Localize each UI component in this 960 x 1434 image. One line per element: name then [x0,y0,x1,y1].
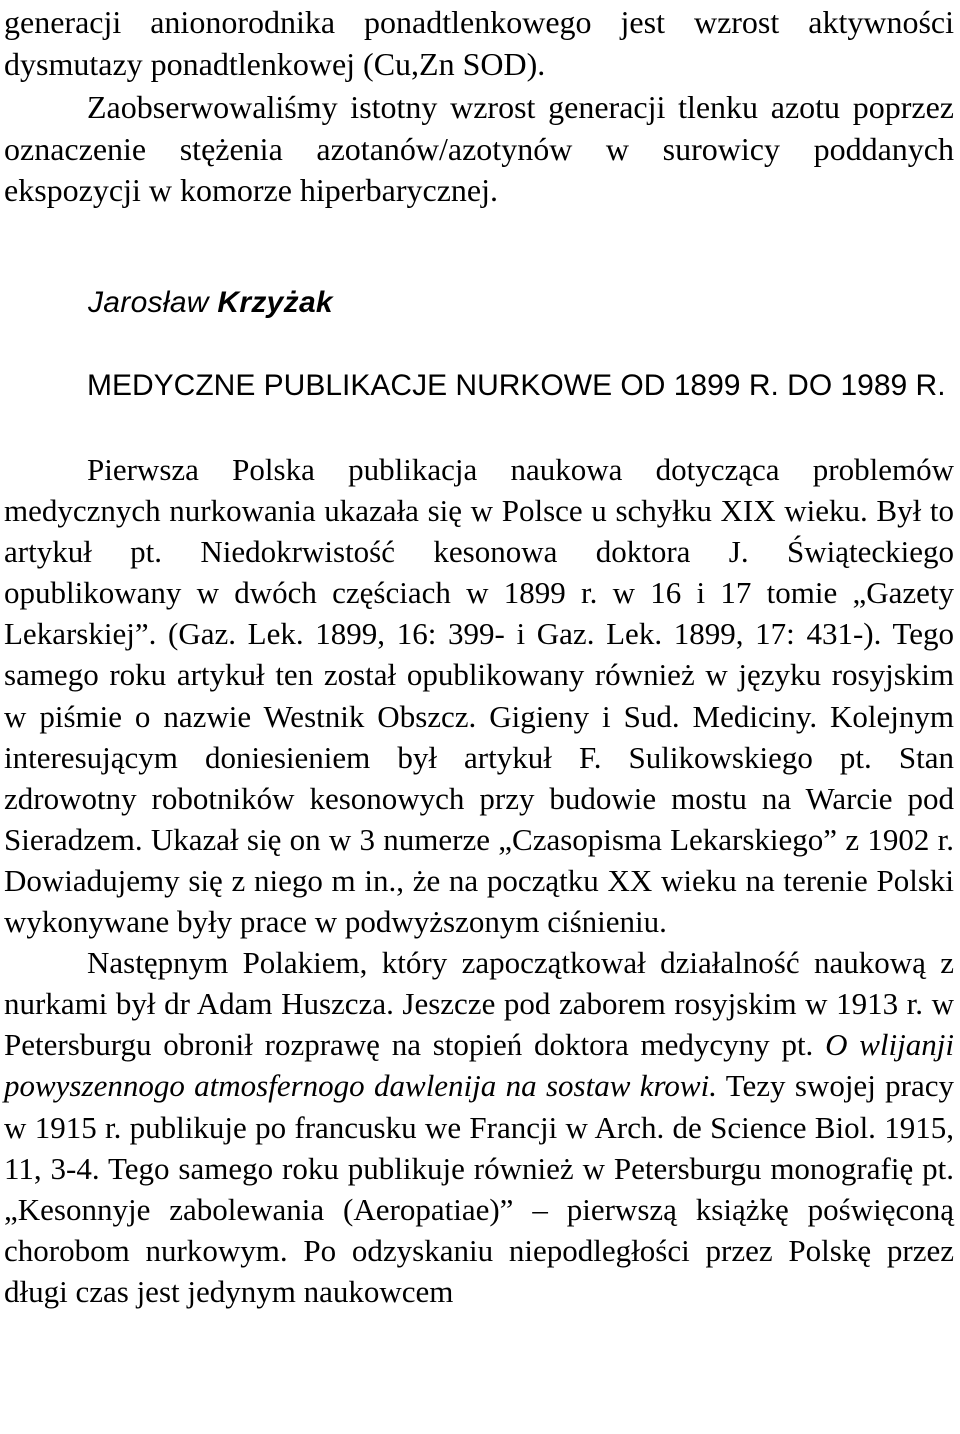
document-page [4,0,954,1309]
body-paragraph-2-end: Tezy swojej pracy w 1915 r. publikuje po francusku we Francji w Arch. de Science Biol. 1915, 11, 3-4. Tego samego roku publikuje również w Petersburgu monografię pt. „Kesonnyje zabolewania (Aeropatiae)” – pierwszą książkę poświęconą chorobom nurkowym. Po odzyskaniu niepodległości przez Polskę przez długi czas jest jedynym naukowcem [4,1068,954,1309]
intro-paragraph-1: generacji anionorodnika ponadtlenkowego jest wzrost aktywności dysmutazy ponadtlenkowej (Cu,Zn SOD). [4,4,954,82]
author-first-name: Jarosław [88,286,209,319]
intro-paragraph-2: Zaobserwowaliśmy istotny wzrost generacji tlenku azotu poprzez oznaczenie stężenia azotanów/azotynów w surowicy poddanych ekspozycji w komorze hiperbarycznej. [4,89,954,208]
article-body [4,449,954,1312]
author-name [88,286,333,320]
body-paragraph-2-start: Następnym Polakiem, który zapoczątkował działalność naukową z nurkami był dr Adam Huszcza. Jeszcze pod zaborem rosyjskim w 1913 r. w Petersburgu obronił rozprawę na stopień doktora medycyny pt. [4,945,954,1063]
author-last-name: Krzyżak [217,286,333,319]
body-paragraph-2 [4,942,954,1312]
article-title: MEDYCZNE PUBLIKACJE NURKOWE OD 1899 R. DO 1989 R. [87,369,946,402]
dissertation-title: O wlijanji powyszennogo atmosfernogo dawlenija na sostaw krowi. [4,1027,954,1104]
body-paragraph-1: Pierwsza Polska publikacja naukowa dotycząca problemów medycznych nurkowania ukazała się w Polsce u schyłku XIX wieku. Był to artykuł pt. Niedokrwistość kesonowa doktora J. Świąteckiego opublikowany w dwóch częściach w 1899 r. w 16 i 17 tomie „Gazety Lekarskiej”. (Gaz. Lek. 1899, 16: 399- i Gaz. Lek. 1899, 17: 431-). Tego samego roku artykuł ten został opublikowany również w języku rosyjskim w piśmie o nazwie Westnik Obszcz. Gigieny i Sud. Mediciny. Kolejnym interesującym doniesieniem był artykuł F. Sulikowskiego pt. Stan zdrowotny robotników kesonowych przy budowie mostu na Warcie pod Sieradzem. Ukazał się on w 3 numerze „Czasopisma Lekarskiego” z 1902 r. Dowiadujemy się z niego m in., że na początku XX wieku na terenie Polski wykonywane były prace w podwyższonym ciśnieniu. [4,452,954,940]
